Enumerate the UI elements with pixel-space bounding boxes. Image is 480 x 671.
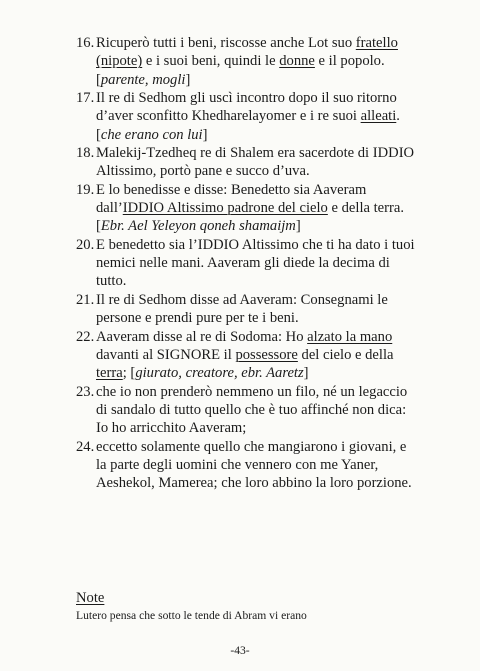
- verse: [76, 328, 416, 383]
- verse-text: [96, 89, 416, 144]
- verse: [76, 383, 416, 438]
- italic-gloss: giurato, creatore, ebr. Aaretz: [135, 365, 304, 382]
- text-segment: ]: [202, 126, 208, 143]
- text-segment: Ricuperò tutti i beni, riscosse anche Lot suo: [96, 35, 356, 51]
- verse-text: [96, 328, 416, 383]
- text-segment: ]: [303, 365, 309, 382]
- underlined-phrase: terra: [96, 365, 123, 382]
- verse-number: 19.: [76, 181, 95, 198]
- verse: [76, 236, 416, 291]
- text-segment: davanti al SIGNORE il: [96, 346, 236, 363]
- verse-number: 24.: [76, 438, 95, 455]
- verse-text: [96, 236, 416, 291]
- verse: [76, 181, 416, 236]
- verse-number: 18.: [76, 145, 95, 162]
- verse-text: [96, 291, 416, 328]
- verse-text: [96, 383, 416, 438]
- text-segment: del cielo e della: [297, 346, 394, 363]
- text-segment: Il re di Sedhom disse ad Aaveram: Consegnami le persone e prendi pure per te i beni.: [96, 291, 388, 327]
- text-segment: . [: [96, 108, 400, 143]
- verse: [76, 438, 416, 493]
- text-segment: che io non prenderò nemmeno un filo, né un legaccio di sandalo di tutto quello che è tuo affinché non dica: Io ho arricchito Aaveram;: [96, 383, 408, 437]
- text-segment: e i suoi beni, quindi le: [142, 53, 280, 70]
- verse-number: 21.: [76, 291, 95, 308]
- text-segment: eccetto solamente quello che mangiarono i giovani, e la parte degli uomini che vennero con me Yaner, Aeshekol, Mamerea; che loro abbino la loro porzione.: [96, 438, 412, 492]
- verse: [76, 144, 416, 181]
- text-segment: Malekij-Tzedheq re di Shalem era sacerdote di IDDIO Altissimo, portò pane e succo d’uva.: [96, 145, 415, 180]
- verse-text: [96, 438, 416, 493]
- text-segment: ]: [185, 71, 191, 88]
- verse-number: 22.: [76, 328, 95, 345]
- italic-gloss: Ebr. Ael Yeleyon qoneh shamaijm: [100, 218, 296, 235]
- note-heading: Note: [76, 590, 105, 606]
- verse-text: [96, 144, 416, 181]
- verse-number: 20.: [76, 236, 95, 253]
- verse-number: 23.: [76, 383, 95, 400]
- text-segment: ; [: [122, 365, 136, 382]
- verse-text: [96, 34, 416, 89]
- text-segment: e della terra. [: [96, 200, 405, 235]
- underlined-phrase: IDDIO Altissimo padrone del cielo: [122, 200, 328, 217]
- text-segment: E lo benedisse e disse: Benedetto sia Aaveram dall’: [96, 181, 367, 217]
- verse-number: 17.: [76, 90, 95, 107]
- verse: [76, 34, 416, 89]
- text-segment: Aaveram disse al re di Sodoma: Ho: [96, 328, 308, 345]
- underlined-phrase: donne: [279, 53, 315, 70]
- verse-number: 16.: [76, 35, 95, 51]
- italic-gloss: che erano con lui: [100, 126, 203, 143]
- verse: [76, 89, 416, 144]
- verse-text: [96, 181, 416, 236]
- text-segment: ]: [295, 218, 301, 235]
- italic-gloss: parente, mogli: [100, 71, 186, 88]
- note-text: Lutero pensa che sotto le tende di Abram vi erano: [76, 609, 307, 622]
- text-segment: E benedetto sia l’IDDIO Altissimo che ti ha dato i tuoi nemici nelle mani. Aaveram gli diede la decima di tutto.: [96, 236, 415, 290]
- underlined-phrase: fratello (nipote): [96, 35, 398, 70]
- text-segment: Il re di Sedhom gli uscì incontro dopo il suo ritorno d’aver sconfitto Khedharelayomer e i re suoi: [96, 90, 397, 125]
- text-segment: e il popolo. [: [96, 53, 385, 88]
- underlined-phrase: alzato la mano: [307, 328, 393, 345]
- verse-list: [76, 34, 416, 493]
- verse: [76, 291, 416, 328]
- page-number: -43-: [230, 644, 250, 657]
- underlined-phrase: possessore: [235, 346, 298, 363]
- underlined-phrase: alleati: [360, 108, 397, 125]
